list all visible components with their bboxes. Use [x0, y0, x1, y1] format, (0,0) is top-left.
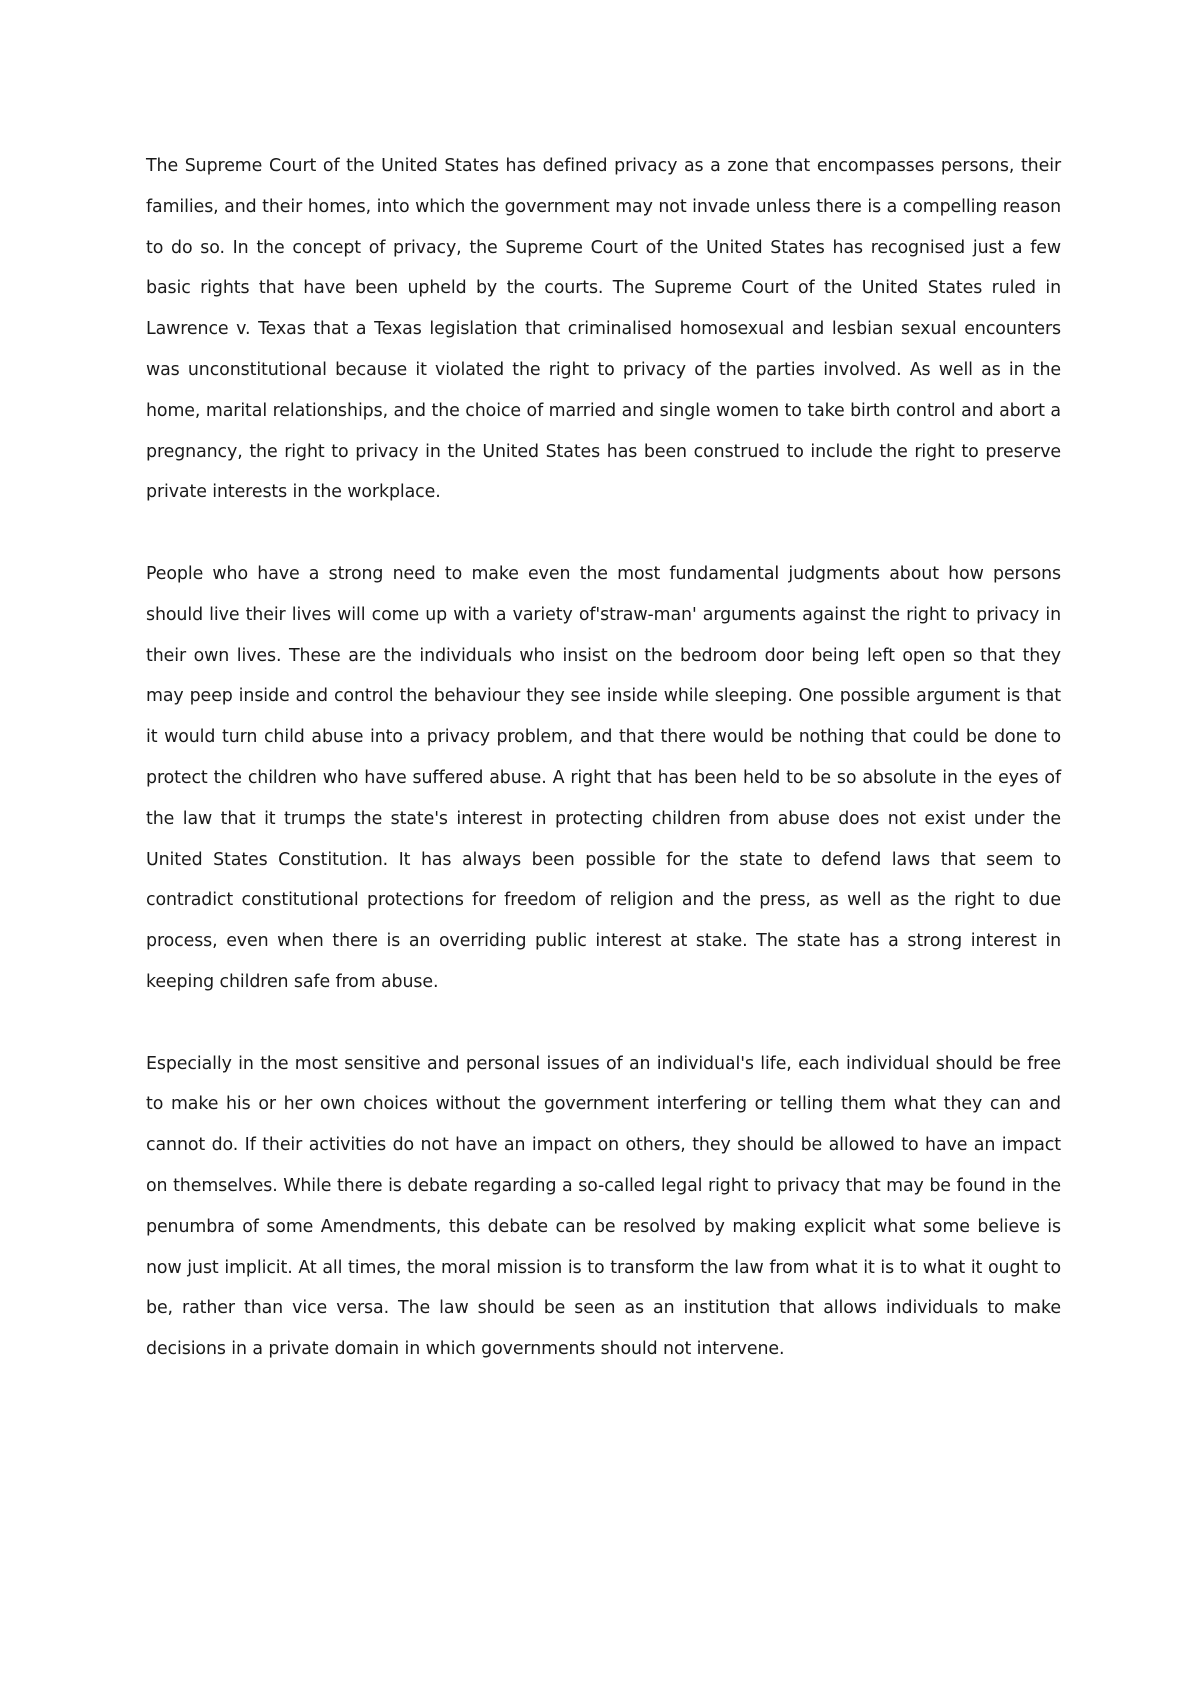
- paragraph-3: Especially in the most sensitive and personal issues of an individual's life, each individual should be free to make his or her own choices without the government interfering or telling them what they can and cannot do. If their activities do not have an impact on others, they should be allowed to have an impact on themselves. While there is debate regarding a so-called legal right to privacy that may be found in the penumbra of some Amendments, this debate can be resolved by making explicit what some believe is now just implicit. At all times, the moral mission is to transform the law from what it is to what it ought to be, rather than vice versa. The law should be seen as an institution that allows individuals to make decisions in a private domain in which governments should not intervene.: [146, 1053, 1061, 1360]
- document-body: [146, 146, 1061, 1370]
- paragraph-2: People who have a strong need to make even the most fundamental judgments about how persons should live their lives will come up with a variety of'straw-man' arguments against the right to privacy in their own lives. These are the individuals who insist on the bedroom door being left open so that they may peep inside and control the behaviour they see inside while sleeping. One possible argument is that it would turn child abuse into a privacy problem, and that there would be nothing that could be done to protect the children who have suffered abuse. A right that has been held to be so absolute in the eyes of the law that it trumps the state's interest in protecting children from abuse does not exist under the United States Constitution. It has always been possible for the state to defend laws that seem to contradict constitutional protections for freedom of religion and the press, as well as the right to due process, even when there is an overriding public interest at stake. The state has a strong interest in keeping children safe from abuse.: [146, 563, 1061, 992]
- paragraph-1: The Supreme Court of the United States has defined privacy as a zone that encompasses persons, their families, and their homes, into which the government may not invade unless there is a compelling reason to do so. In the concept of privacy, the Supreme Court of the United States has recognised just a few basic rights that have been upheld by the courts. The Supreme Court of the United States ruled in Lawrence v. Texas that a Texas legislation that criminalised homosexual and lesbian sexual encounters was unconstitutional because it violated the right to privacy of the parties involved. As well as in the home, marital relationships, and the choice of married and single women to take birth control and abort a pregnancy, the right to privacy in the United States has been construed to include the right to preserve private interests in the workplace.: [146, 156, 1061, 503]
